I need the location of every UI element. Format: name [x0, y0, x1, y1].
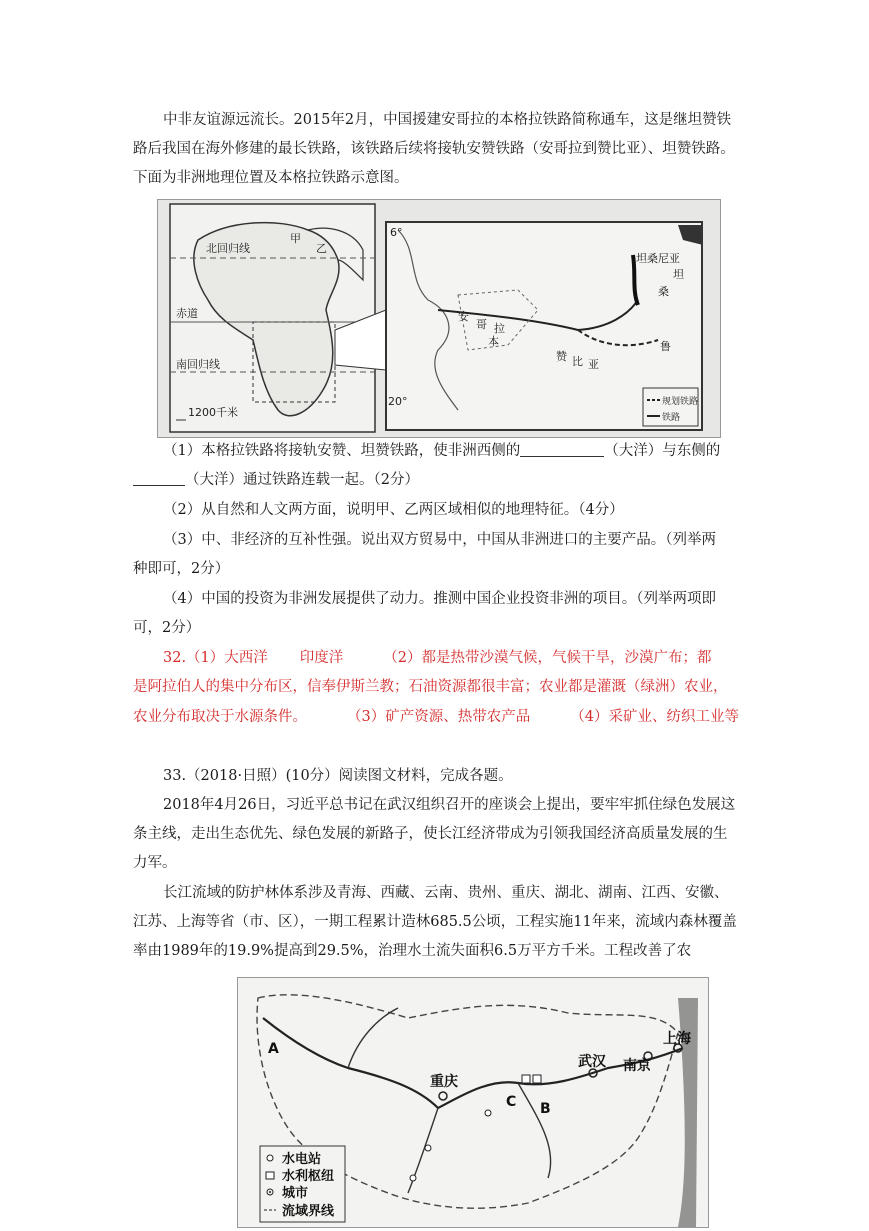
- hub-marker-1: [522, 1075, 530, 1083]
- yangtze-map-svg: [238, 978, 708, 1227]
- hub-marker-2: [533, 1075, 541, 1083]
- label-chongqing: 重庆: [430, 1074, 458, 1090]
- answer-line-2: 是阿拉伯人的集中分布区，信奉伊斯兰教；石油资源都很丰富；农业都是灌溉（绿洲）农业，: [133, 679, 728, 695]
- answer-line-1: 32.（1）大西洋 印度洋 （2）都是热带沙漠气候，气候干旱，沙漠广布；都: [163, 650, 712, 666]
- legend-city: 城市: [282, 1186, 309, 1201]
- label-shanghai: 上海: [663, 1031, 691, 1047]
- label-sang: 桑: [658, 285, 669, 298]
- question-2: （2）从自然和人文两方面，说明甲、乙两区域相似的地理特征。（4分）: [163, 502, 624, 518]
- label-point-a: A: [268, 1041, 279, 1057]
- hydro-station-2: [410, 1175, 416, 1181]
- yangtze-map-figure: [237, 977, 709, 1228]
- legend-boundary: 流域界线: [282, 1204, 335, 1219]
- label-jiu: 鲁: [660, 340, 671, 353]
- question-1-cont: （大洋）通过铁路连载一起。（2分）: [133, 466, 419, 495]
- intro-paragraph: 中非友谊源远流长。2015年2月，中国援建安哥拉的本格拉铁路简称通车，这是继坦赞铁路后我国在海外修建的最长铁路，该铁路后续将接轨安赞铁路（安哥拉到赞比亚）、坦赞铁路。下面为非洲地理位置及本格拉铁路示意图。: [133, 112, 735, 186]
- label-equator: 赤道: [176, 307, 198, 320]
- label-an: 安: [458, 310, 469, 323]
- legend-planned: 规划铁路: [662, 397, 699, 407]
- hydro-station-3: [485, 1110, 491, 1116]
- question-4-cont: 可，2分）: [133, 620, 201, 636]
- label-ya: 亚: [588, 358, 599, 371]
- label-lake: 坦桑尼亚: [636, 252, 680, 265]
- legend-railway: 铁路: [662, 413, 681, 423]
- answer-blank-2[interactable]: [133, 471, 185, 486]
- label-point-c: C: [506, 1094, 517, 1110]
- legend-hub: 水利枢纽: [282, 1169, 335, 1184]
- question-3: （3）中、非经济的互补性强。说出双方贸易中，中国从非洲进口的主要产品。（列举两: [163, 532, 716, 548]
- label-6deg: 6°: [390, 226, 403, 239]
- africa-map-figure: [157, 199, 721, 438]
- tributary-2: [518, 1083, 551, 1178]
- label-wuhan: 武汉: [578, 1054, 606, 1070]
- question-4: （4）中国的投资为非洲发展提供了动力。推测中国企业投资非洲的项目。（列举两项即: [163, 591, 716, 607]
- label-scale: 1200千米: [188, 406, 238, 419]
- label-tropic-south: 南回归线: [176, 358, 220, 371]
- question-33-head: 33.（2018·日照）(10分）阅读图文材料，完成各题。: [163, 768, 513, 784]
- africa-map-svg: [158, 200, 720, 437]
- label-zan: 赞: [556, 350, 567, 363]
- question-1: （1）本格拉铁路将接轨安赞、坦赞铁路，使非洲西侧的 （大洋）与东侧的: [163, 443, 721, 459]
- label-nanjing: 南京: [623, 1058, 651, 1074]
- city-chongqing-marker: [439, 1092, 447, 1100]
- label-20deg: 20°: [388, 395, 408, 408]
- label-ge: 哥: [476, 318, 487, 331]
- label-ben: 本: [488, 335, 499, 348]
- label-tropic-north: 北回归线: [206, 242, 250, 255]
- answer-blank-1[interactable]: [520, 442, 604, 457]
- label-tan: 坦: [673, 268, 684, 281]
- question-3-cont: 种即可，2分）: [133, 561, 230, 577]
- label-yi: 乙: [316, 242, 327, 255]
- answer-line-3: 农业分布取决于水源条件。 （3）矿产资源、热带农产品 （4）采矿业、纺织工业等: [133, 709, 739, 725]
- question-33-para-2: 长江流域的防护林体系涉及青海、西藏、云南、贵州、重庆、湖北、湖南、江西、安徽、江苏、上海等省（市、区），一期工程累计造林685.5公顷，工程实施11年来，流域内森林覆盖率由1989年的19.9%提高到29.5%，治理水土流失面积6.5万平方千米。工程改善了农: [133, 885, 737, 959]
- yangtze-main-river: [263, 1018, 683, 1108]
- label-bi: 比: [572, 355, 583, 368]
- label-point-b: B: [540, 1101, 551, 1117]
- tributary-3: [348, 1008, 398, 1068]
- label-la: 拉: [494, 322, 505, 335]
- legend-hydro: 水电站: [282, 1152, 322, 1167]
- hydro-station-1: [425, 1145, 431, 1151]
- question-33-para-1: 2018年4月26日，习近平总书记在武汉组织召开的座谈会上提出，要牢牢抓住绿色发展这条主线，走出生态优先、绿色发展的新路子，使长江经济带成为引领我国经济高质量发展的生力军。: [133, 797, 736, 871]
- label-jia: 甲: [290, 232, 301, 245]
